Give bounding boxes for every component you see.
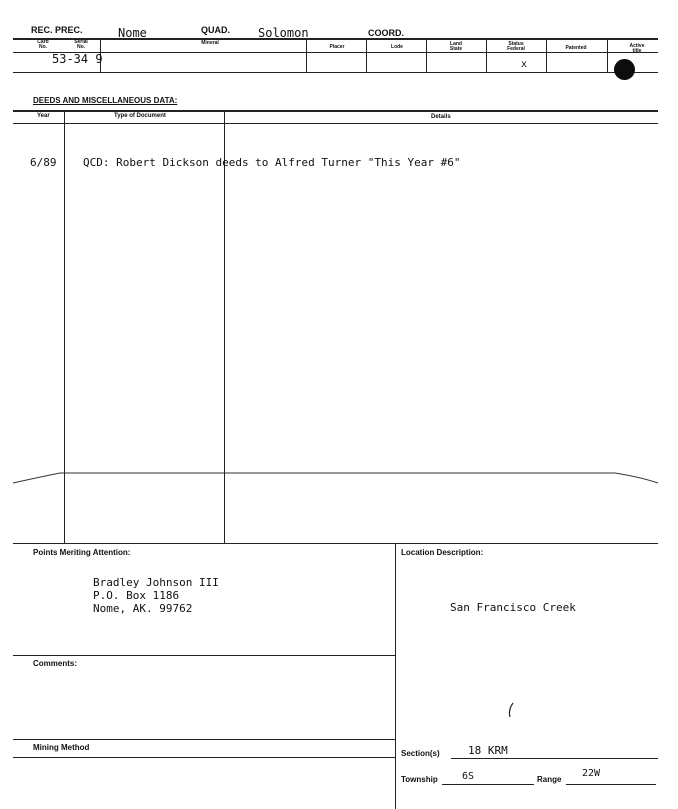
col-serial-no: Serial No. [74,39,88,50]
deeds-col-details: Details [431,114,451,120]
quad-label: QUAD. [201,25,230,35]
col-lode: Lode [391,44,403,50]
col-mineral: Mineral [201,40,219,46]
active-title-dot [614,59,635,80]
deed-entry-year: 6/89 [30,156,57,169]
col-status-federal: Status Federal [507,41,525,52]
township-label: Township [401,775,438,784]
rec-prec-value: Nome [118,26,147,40]
location-value: San Francisco Creek [450,601,576,614]
fold-crease [0,455,678,495]
deeds-col-year: Year [37,113,50,119]
bottom-divider [395,543,396,809]
col-patented: Patented [565,45,587,51]
mining-rule [13,739,395,740]
mining-under-rule [13,757,395,758]
col-land-state: Land State [449,41,463,52]
deed-entry-text: QCD: Robert Dickson deeds to Alfred Turner "This Year #6" [83,156,461,169]
deeds-top-rule [13,110,658,112]
header-mid-rule [13,52,658,53]
status-federal-mark: x [521,59,528,70]
township-line [442,784,534,785]
col-active-title: Active title [629,43,645,54]
col-placer: Placer [329,44,345,50]
range-value: 22W [582,768,601,779]
points-line-2: P.O. Box 1186 [93,589,180,602]
header-rule [13,38,658,40]
township-value: 6S [462,771,475,782]
quad-value: Solomon [258,26,309,40]
points-line-3: Nome, AK. 99762 [93,602,193,615]
comments-rule [13,655,395,656]
rec-prec-label: REC. PREC. [31,25,83,35]
range-line [566,784,656,785]
deeds-col-type: Type of Document [114,113,166,119]
col-card-no: Card No. [37,39,49,50]
comments-label: Comments: [33,659,78,668]
section-value: 18 KRM [468,744,508,757]
range-label: Range [537,775,562,784]
points-line-1: Bradley Johnson III [93,576,219,589]
deeds-bottom-rule [13,543,658,544]
coord-label: COORD. [368,28,404,38]
card-serial-value: 53-34 9 [52,52,103,66]
header-bottom-rule [13,72,658,73]
pencil-mark [505,701,517,719]
section-line [451,758,658,759]
mining-label: Mining Method [33,743,90,752]
location-label: Location Description: [401,548,484,557]
deeds-header-rule [13,123,658,124]
points-label: Points Meriting Attention: [33,548,131,557]
section-label: Section(s) [401,749,440,758]
deeds-section-title: DEEDS AND MISCELLANEOUS DATA: [33,96,178,105]
